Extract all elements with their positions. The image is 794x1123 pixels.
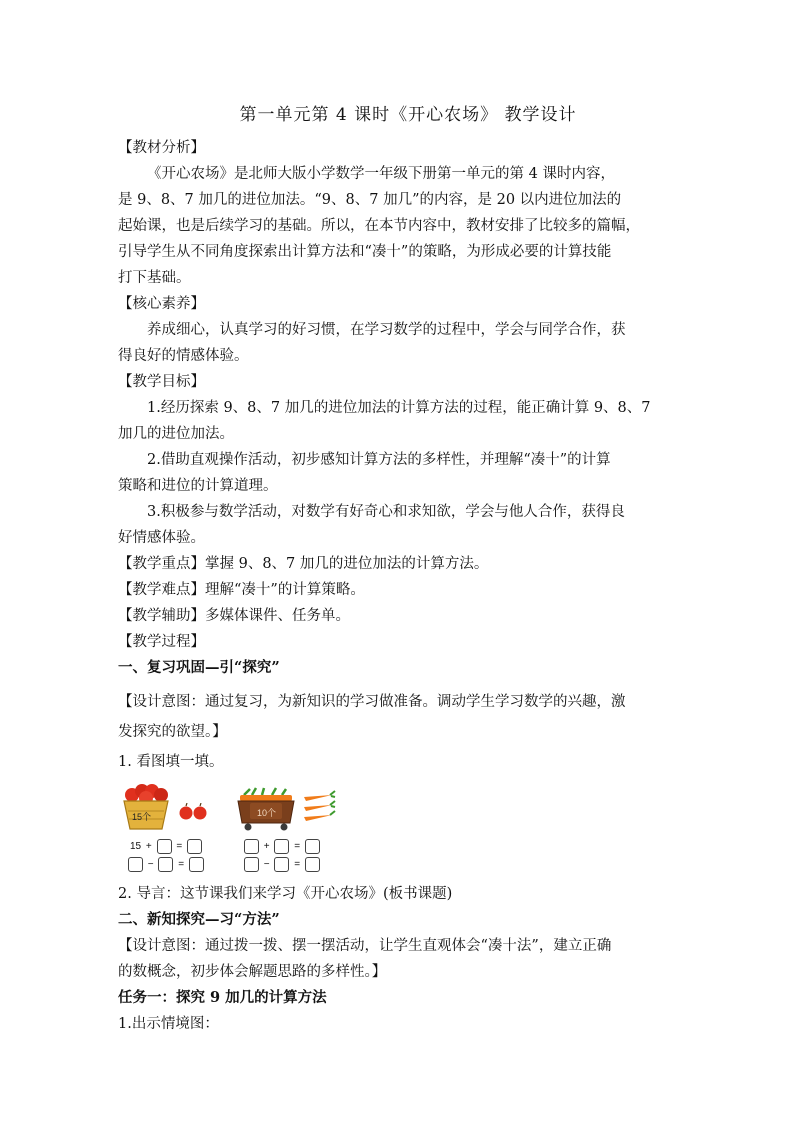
- minus-sign: −: [147, 859, 154, 871]
- analysis-line: 起始课，也是后续学习的基础。所以，在本节内容中，教材安排了比较多的篇幅，: [118, 218, 640, 234]
- answer-box[interactable]: [189, 857, 204, 872]
- section2-heading: 二、新知探究—习“方法”: [118, 911, 280, 928]
- apple-basket-icon: [120, 781, 172, 833]
- section2-intent-line: 的数概念，初步体会解题思路的多样性。】: [118, 964, 387, 980]
- literacy-heading: 【核心素养】: [118, 296, 205, 312]
- difficulty: 【教学难点】理解“凑十”的计算策略。: [118, 582, 365, 598]
- answer-box[interactable]: [305, 839, 320, 854]
- analysis-line: 是 9、8、7 加几的进位加法。“9、8、7 加几”的内容，是 20 以内进位加法的: [118, 192, 622, 208]
- equals-sign: =: [178, 859, 185, 871]
- basket-label: 15个: [132, 812, 152, 822]
- process-heading: 【教学过程】: [118, 634, 205, 650]
- carrots-icon: [300, 787, 336, 827]
- section1-intent-line: 发探究的欲望。】: [118, 724, 227, 740]
- section1-intent-line: 【设计意图：通过复习，为新知识的学习做准备。调动学生学习数学的兴趣，激: [118, 694, 626, 710]
- answer-box[interactable]: [244, 857, 259, 872]
- goals-heading: 【教学目标】: [118, 374, 205, 390]
- answer-box[interactable]: [128, 857, 143, 872]
- crate-label: 10个: [257, 808, 277, 818]
- equation-number: 15: [130, 841, 142, 853]
- document-page: [118, 100, 698, 1037]
- answer-box[interactable]: [157, 839, 172, 854]
- section2-intent-line: 【设计意图：通过拨一拨、摆一摆活动，让学生直观体会“凑十法”，建立正确: [118, 938, 612, 954]
- document-title: 第一单元第 4 课时《开心农场》 教学设计: [239, 105, 577, 125]
- equation-row-right-2: [244, 857, 320, 873]
- answer-box[interactable]: [187, 839, 202, 854]
- answer-box[interactable]: [244, 839, 259, 854]
- literacy-line: 养成细心，认真学习的好习惯，在学习数学的过程中，学会与同学合作，获: [147, 322, 626, 338]
- analysis-line: 打下基础。: [118, 270, 191, 286]
- task1-item: 1.出示情境图：: [118, 1016, 219, 1032]
- aids: 【教学辅助】多媒体课件、任务单。: [118, 608, 350, 624]
- equals-sign: =: [294, 859, 301, 871]
- answer-box[interactable]: [305, 857, 320, 872]
- equals-sign: =: [294, 841, 301, 853]
- goal-line: 加几的进位加法。: [118, 426, 234, 442]
- answer-box[interactable]: [274, 839, 289, 854]
- minus-sign: −: [263, 859, 270, 871]
- analysis-line: 《开心农场》是北师大版小学数学一年级下册第一单元的第 4 课时内容，: [147, 166, 615, 182]
- literacy-line: 得良好的情感体验。: [118, 348, 249, 364]
- item-1: 1. 看图填一填。: [118, 754, 224, 770]
- goal-line: 2.借助直观操作活动，初步感知计算方法的多样性，并理解“凑十”的计算: [147, 452, 611, 468]
- section1-heading: 一、复习巩固—引“探究”: [118, 659, 280, 676]
- answer-box[interactable]: [158, 857, 173, 872]
- item-2: 2. 导言：这节课我们来学习《开心农场》(板书课题): [118, 886, 453, 902]
- two-apples-icon: [178, 803, 208, 821]
- analysis-heading: 【教材分析】: [118, 140, 205, 156]
- equation-row-left-1: [130, 839, 202, 855]
- equals-sign: =: [176, 841, 183, 853]
- equation-row-left-2: [128, 857, 204, 873]
- plus-sign: +: [263, 841, 270, 853]
- fill-in-figure: [118, 781, 698, 875]
- analysis-line: 引导学生从不同角度探索出计算方法和“凑十”的策略，为形成必要的计算技能: [118, 244, 612, 260]
- goal-line: 1.经历探索 9、8、7 加几的进位加法的计算方法的过程，能正确计算 9、8、7: [147, 400, 651, 416]
- equation-row-right-1: [244, 839, 320, 855]
- goal-line: 策略和进位的计算道理。: [118, 478, 278, 494]
- plus-sign: +: [145, 841, 152, 853]
- answer-box[interactable]: [274, 857, 289, 872]
- goal-line: 好情感体验。: [118, 530, 205, 546]
- key-point: 【教学重点】掌握 9、8、7 加几的进位加法的计算方法。: [118, 556, 489, 572]
- task1-heading: 任务一：探究 9 加几的计算方法: [118, 989, 327, 1006]
- goal-line: 3.积极参与数学活动，对数学有好奇心和求知欲，学会与他人合作，获得良: [147, 504, 625, 520]
